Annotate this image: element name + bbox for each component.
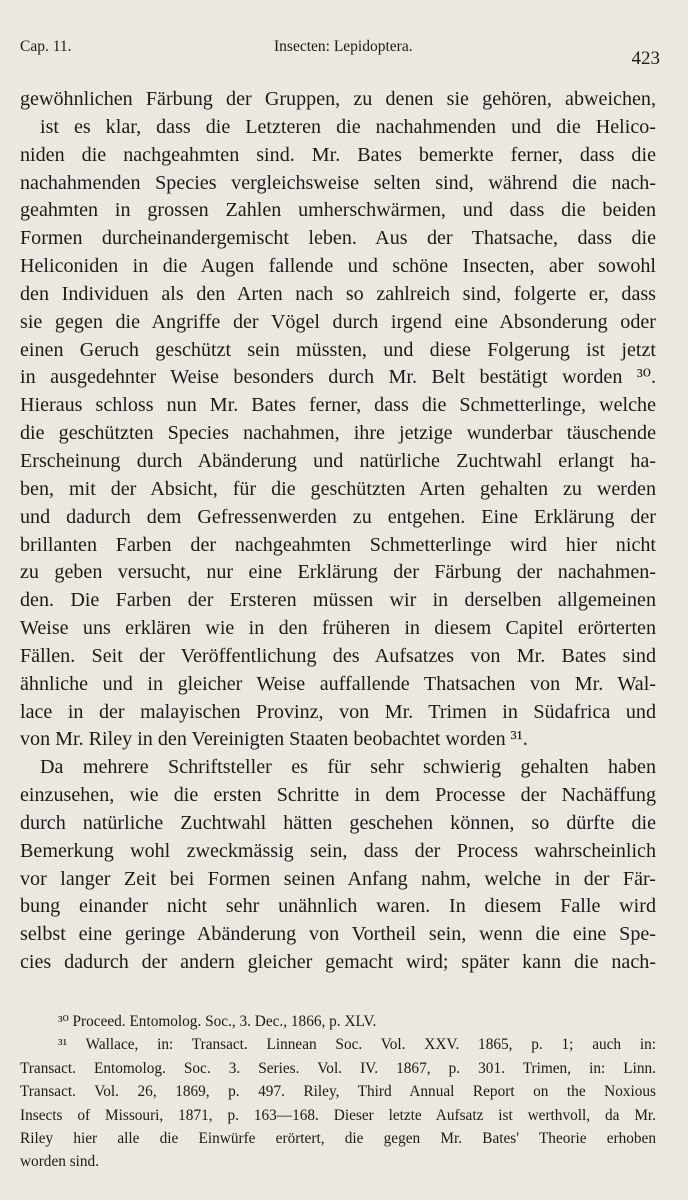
text-line: zu geben versucht, nur eine Erklärung der Färbung der nachahmen-	[20, 561, 656, 584]
text-line: Formen durcheinandergemischt leben. Aus der Thatsache, dass die	[20, 227, 656, 250]
text-line: sie gegen die Angriffe der Vögel durch irgend eine Absonderung oder	[20, 310, 656, 333]
text-line: Heliconiden in die Augen fallende und schöne Insecten, aber sowohl	[20, 255, 656, 278]
text-line: ben, mit der Absicht, für die geschützten Arten gehalten zu werden	[20, 477, 656, 500]
text-line: einen Geruch geschützt sein müssten, und diese Folgerung ist jetzt	[20, 338, 656, 361]
footnote-line: ³¹ Wallace, in: Transact. Linnean Soc. Vol. XXV. 1865, p. 1; auch in:	[58, 1036, 656, 1054]
text-line: von Mr. Riley in den Vereinigten Staaten beobachtet worden ³¹.	[20, 728, 528, 751]
text-line: den. Die Farben der Ersteren müssen wir in derselben allgemeinen	[20, 589, 656, 612]
footnote-line: ³⁰ Proceed. Entomolog. Soc., 3. Dec., 1866, p. XLV.	[58, 1013, 377, 1030]
text-line: geahmten in grossen Zahlen umherschwärmen, und dass die beiden	[20, 199, 656, 222]
text-line: ist es klar, dass die Letzteren die nachahmenden und die Helico-	[40, 115, 656, 138]
footnote-line: worden sind.	[20, 1153, 100, 1171]
text-line: nachahmenden Species vergleichsweise selten sind, während die nach-	[20, 171, 656, 194]
text-line: cies dadurch der andern gleicher gemacht wird; später kann die nach-	[20, 951, 656, 974]
main-text	[20, 86, 656, 977]
text-line: Erscheinung durch Abänderung und natürliche Zuchtwahl erlangt ha-	[20, 449, 656, 472]
footnote-line: Transact. Entomolog. Soc. 3. Series. Vol. IV. 1867, p. 301. Trimen, in: Linn.	[20, 1059, 656, 1077]
text-line: Da mehrere Schriftsteller es für sehr schwierig gehalten haben	[40, 756, 656, 779]
text-line: niden die nachgeahmten sind. Mr. Bates bemerkte ferner, dass die	[20, 143, 656, 166]
footnotes	[20, 1010, 656, 1174]
footnote-line: Transact. Vol. 26, 1869, p. 497. Riley, Third Annual Report on the Noxious	[20, 1083, 656, 1101]
text-line: selbst eine geringe Abänderung von Vortheil sein, wenn die eine Spe-	[20, 923, 656, 946]
running-title: Insecten: Lepidoptera.	[274, 38, 413, 55]
text-line: brillanten Farben der nachgeahmten Schmetterlinge wird hier nicht	[20, 533, 656, 556]
text-line: Hieraus schloss nun Mr. Bates ferner, dass die Schmetterlinge, welche	[20, 394, 656, 417]
page-number: 423	[631, 48, 660, 69]
running-header	[20, 34, 660, 74]
text-line: vor langer Zeit bei Formen seinen Anfang nahm, welche in der Fär-	[20, 867, 656, 890]
text-line: gewöhnlichen Färbung der Gruppen, zu denen sie gehören, abweichen,	[20, 88, 656, 110]
text-line: einzusehen, wie die ersten Schritte in dem Processe der Nachäffung	[20, 784, 656, 807]
footnote-line: Insects of Missouri, 1871, p. 163—168. Dieser letzte Aufsatz ist werthvoll, da Mr.	[20, 1106, 656, 1124]
text-line: Weise uns erklären wie in den früheren in diesem Capitel erörterten	[20, 617, 656, 640]
text-line: den Individuen als den Arten nach so zahlreich sind, folgerte er, dass	[20, 282, 656, 305]
chapter-label: Cap. 11.	[20, 38, 72, 55]
text-line: ähnliche und in gleicher Weise auffallende Thatsachen von Mr. Wal-	[20, 672, 656, 695]
text-line: in ausgedehnter Weise besonders durch Mr. Belt bestätigt worden ³⁰.	[20, 366, 656, 389]
text-line: bung einander nicht sehr unähnlich waren. In diesem Falle wird	[20, 895, 656, 918]
text-line: die geschützten Species nachahmen, ihre jetzige wunderbar täuschende	[20, 422, 656, 445]
footnote-line: Riley hier alle die Einwürfe erörtert, die gegen Mr. Bates' Theorie erhoben	[20, 1130, 656, 1148]
text-line: lace in der malayischen Provinz, von Mr. Trimen in Südafrica und	[20, 700, 656, 723]
text-line: Bemerkung wohl zweckmässig sein, dass der Process wahrscheinlich	[20, 839, 656, 862]
text-line: Fällen. Seit der Veröffentlichung des Aufsatzes von Mr. Bates sind	[20, 644, 656, 667]
text-line: und dadurch dem Gefressenwerden zu entgehen. Eine Erklärung der	[20, 505, 656, 528]
text-line: durch natürliche Zuchtwahl hätten geschehen können, so dürfte die	[20, 811, 656, 834]
